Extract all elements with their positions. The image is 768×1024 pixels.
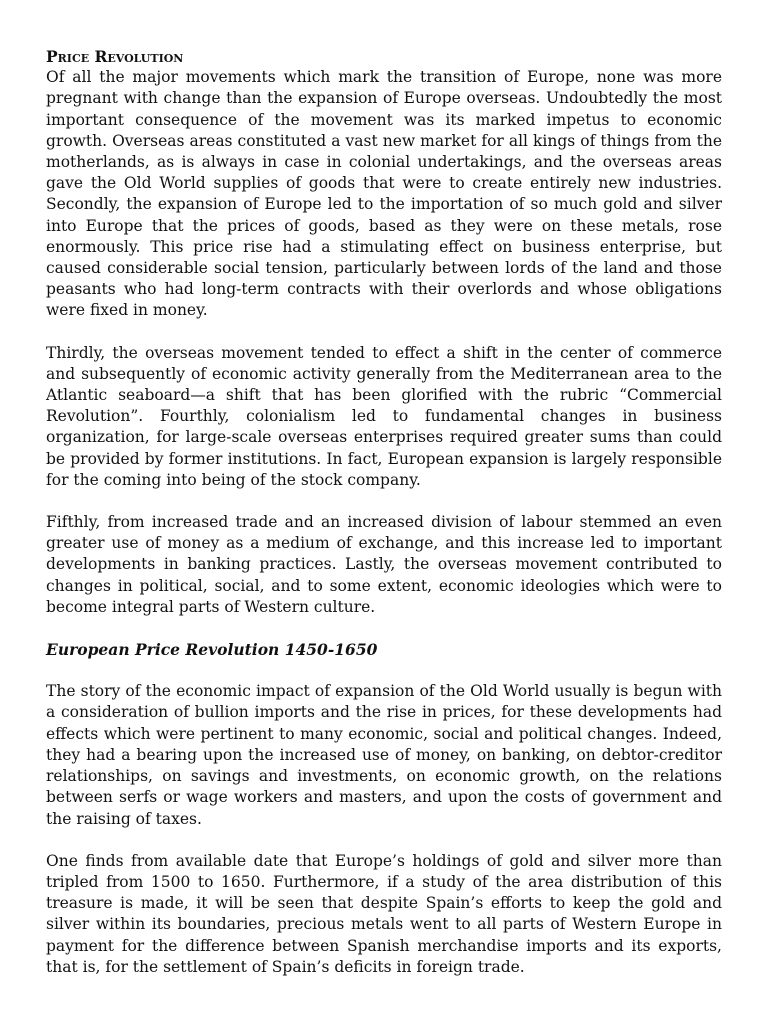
paragraph-2: Thirdly, the overseas movement tended to effect a shift in the center of commerce and subsequently of economic activity generally from the Mediterranean area to the Atlantic seaboard—a shift that has been glorified with the rubric “Commercial Revolution”. Fourthly, colonialism led to fundamental changes in business organization, for large-scale overseas enterprises required greater sums than could be provided by former institutions. In fact, European expansion is largely responsible for the coming into being of the stock company. xyxy=(46,343,722,489)
subsection-heading: European Price Revolution 1450-1650 xyxy=(46,640,378,660)
paragraph-5: One finds from available date that Europe’s holdings of gold and silver more than tripled from 1500 to 1650. Furthermore, if a study of the area distribution of this treasure is made, it will be seen that despite Spain’s efforts to keep the gold and silver within its boundaries, precious metals went to all parts of Western Europe in payment for the difference between Spanish merchandise imports and its exports, that is, for the settlement of Spain’s deficits in foreign trade. xyxy=(46,851,722,976)
section-heading: Price Revolution xyxy=(46,47,184,66)
paragraph-4: The story of the economic impact of expansion of the Old World usually is begun with a consideration of bullion imports and the rise in prices, for these developments had effects which were pertinent to many economic, social and political changes. Indeed, they had a bearing upon the increased use of money, on banking, on debtor-creditor relationships, on savings and investments, on economic growth, on the relations between serfs or wage workers and masters, and upon the costs of government and the raising of taxes. xyxy=(46,682,722,828)
paragraph-1: Of all the major movements which mark the transition of Europe, none was more pregnant with change than the expansion of Europe overseas. Undoubtedly the most important consequence of the movement was its marked impetus to economic growth. Overseas areas constituted a vast new market for all kings of things from the motherlands, as is always in case in colonial undertakings, and the overseas areas gave the Old World supplies of goods that were to create entirely new industries. Secondly, the expansion of Europe led to the importation of so much gold and silver into Europe that the prices of goods, based as they were on these metals, rose enormously. This price rise had a stimulating effect on business enterprise, but caused considerable social tension, particularly between lords of the land and those peasants who had long-term contracts with their overlords and whose obligations were fixed in money. xyxy=(46,68,722,320)
document-page xyxy=(46,46,722,999)
paragraph-3: Fifthly, from increased trade and an increased division of labour stemmed an even greater use of money as a medium of exchange, and this increase led to important developments in banking practices. Lastly, the overseas movement contributed to changes in political, social, and to some extent, economic ideologies which were to become integral parts of Western culture. xyxy=(46,513,722,616)
